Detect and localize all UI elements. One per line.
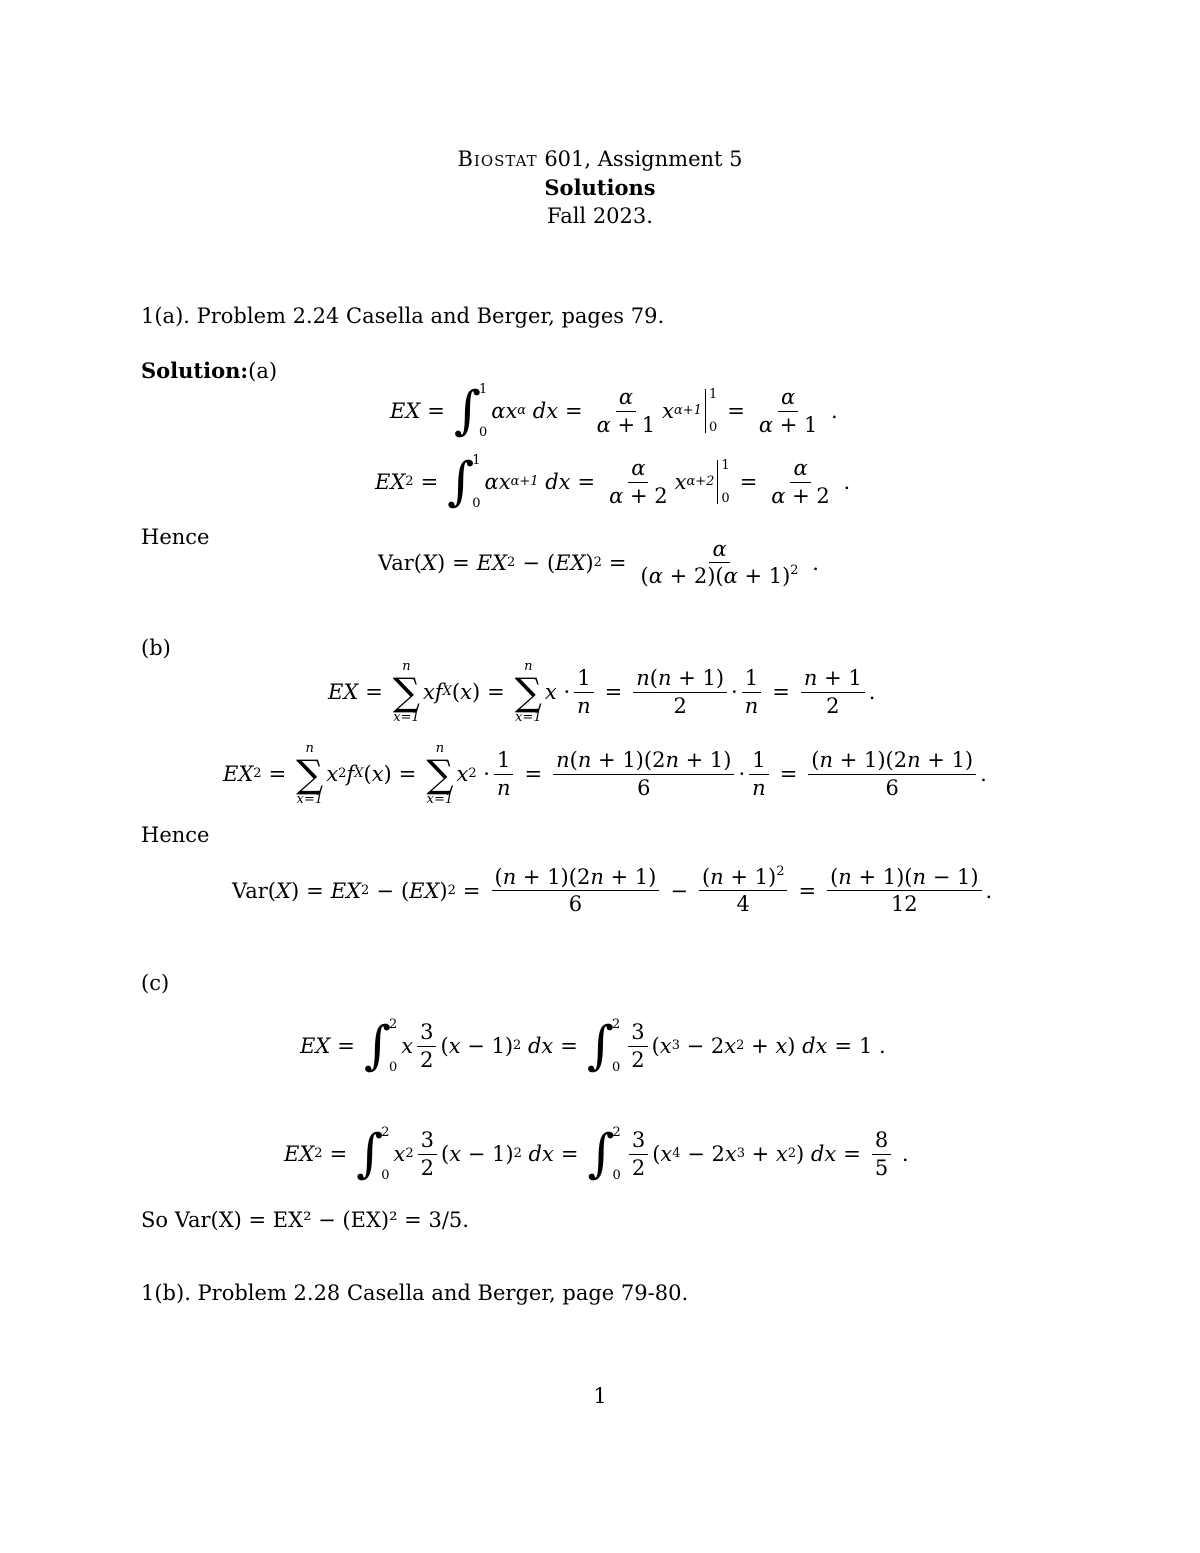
document-term: Fall 2023. [547, 204, 653, 228]
part-b-label: (b) [141, 636, 171, 660]
solution-heading: Solution:(a) [141, 358, 278, 383]
equation-a-second-moment: EX 2 = ∫ 1 0 αx α+1 dx = $\frac{\alpha}{\alpha + 2}$ x α+2 1 0 = $\frac{\alpha}{\alpha + 2}$ . [375, 452, 851, 512]
course-name: Biostat [457, 147, 538, 171]
problem-heading-1a: 1(a). Problem 2.24 Casella and Berger, pages 79. [141, 304, 665, 328]
page-number: 1 [593, 1384, 607, 1408]
part-c-label: (c) [141, 971, 170, 995]
variance-conclusion-c: So Var(X) = EX² − (EX)² = 3/5. [141, 1208, 469, 1232]
document-title [0, 147, 1200, 171]
equation-c-mean: EX = ∫ 2 0 x $\frac{3}{2}$ ( x − 1) 2 dx = ∫ 2 0 $\frac{3}{2}$ ( x 3 − 2 x 2 + x ) dx = 1 . [300, 1016, 886, 1076]
document-subtitle: Solutions [544, 175, 656, 200]
equation-c-second-moment: EX 2 = ∫ 2 0 x 2 $\frac{3}{2}$ ( x − 1) 2 dx = ∫ 2 0 $\frac{3}{2}$ ( x 4 − 2 x 3 + x 2 ) dx = $\frac{8}{5}$ . [284, 1124, 909, 1184]
equation-b-second-moment: EX 2 = n ∑ x=1 x 2 f X ( x ) = n ∑ x=1 x 2 · $\frac{1}{n}$ = $\frac{n(n + 1)(2n + 1)}{6}$ · $\frac{1}{n}$ = $\frac{(n + 1)(2n + 1)}{6}$ . [223, 741, 987, 807]
problem-heading-1b: 1(b). Problem 2.28 Casella and Berger, page 79-80. [141, 1281, 689, 1305]
equation-b-variance: Var( X ) = EX 2 − ( EX ) 2 = $\frac{(n + 1)(2n + 1)}{6}$ − $\frac{(n + 1)^2}{4}$ = $\frac{(n + 1)(n - 1)}{12}$ . [232, 864, 993, 917]
hence-label-a: Hence [141, 525, 210, 549]
equation-b-mean: EX = n ∑ x=1 xf X ( x ) = n ∑ x=1 x · $\frac{1}{n}$ = $\frac{n(n + 1)}{2}$ · $\frac{1}{n}$ = $\frac{n + 1}{2}$ . [328, 659, 876, 725]
equation-a-variance: Var( X ) = EX 2 − ( EX ) 2 = $\frac{\alpha}{(\alpha + 2)(\alpha + 1)^2}$ . [378, 537, 819, 589]
course-assignment: 601, Assignment 5 [537, 147, 743, 171]
hence-label-b: Hence [141, 823, 210, 847]
equation-a-mean: EX = ∫ 1 0 αx α dx = $\frac{\alpha}{\alpha + 1}$ x α+1 1 0 = $\frac{\alpha}{\alpha + 1}$ . [390, 381, 838, 441]
